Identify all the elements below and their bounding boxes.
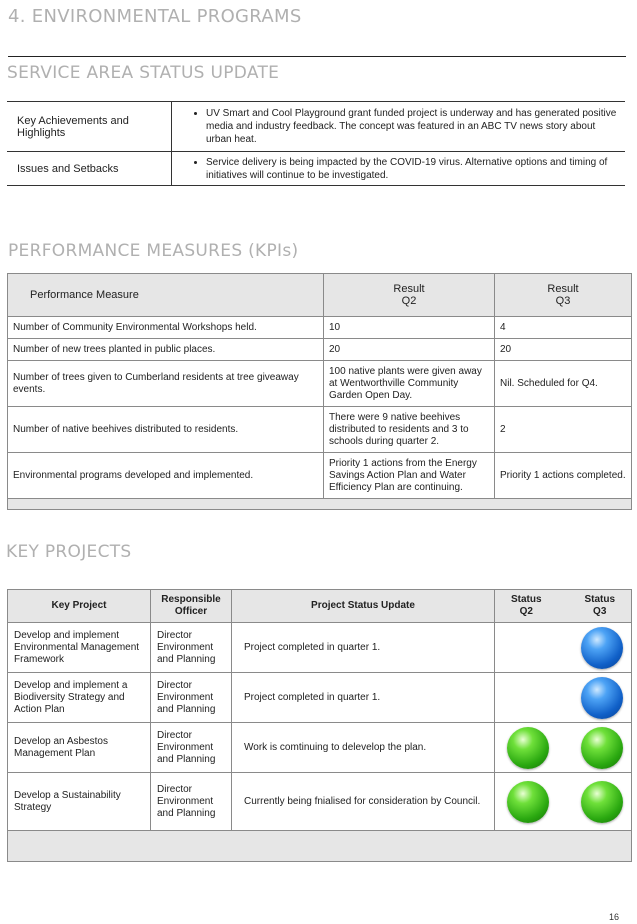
bullet-item: • Service delivery is being impacted by the COVID-19 virus. Alternative options and timing of initiatives will continue to be investigated. xyxy=(206,156,617,182)
cell-measure: Number of trees given to Cumberland residents at tree giveaway events. xyxy=(8,361,324,407)
cell-q2: 20 xyxy=(324,339,495,361)
cell-update: Project completed in quarter 1. xyxy=(232,673,495,723)
row-content xyxy=(172,102,626,152)
cell-q3: 4 xyxy=(495,317,632,339)
table-footer-row xyxy=(8,831,632,862)
table-row xyxy=(8,773,632,831)
cell-project: Develop and implement Environmental Management Framework xyxy=(8,623,151,673)
projects-title: KEY PROJECTS xyxy=(6,542,132,562)
service-area-title: SERVICE AREA STATUS UPDATE xyxy=(7,63,280,83)
cell-measure: Number of Community Environmental Workshops held. xyxy=(8,317,324,339)
table-header-row xyxy=(8,274,632,317)
status-q3-blue-icon xyxy=(581,677,623,719)
cell-status xyxy=(495,723,632,773)
header-q3: Result Q3 xyxy=(495,274,632,317)
table-row xyxy=(8,361,632,407)
heading-divider xyxy=(8,56,626,57)
row-content xyxy=(172,152,626,186)
table-header-row xyxy=(8,590,632,623)
cell-q3: 20 xyxy=(495,339,632,361)
cell-officer: Director Environment and Planning xyxy=(151,673,232,723)
cell-q2: Priority 1 actions from the Energy Savings Action Plan and Water Efficiency Plan are continuing. xyxy=(324,453,495,499)
cell-measure: Number of native beehives distributed to residents. xyxy=(8,407,324,453)
table-row xyxy=(8,623,632,673)
table-row xyxy=(8,453,632,499)
header-status-q3: Status Q3 xyxy=(584,594,615,617)
header-status-q2: Status Q2 xyxy=(511,594,542,617)
header-measure: Performance Measure xyxy=(8,274,324,317)
service-area-table xyxy=(7,101,625,186)
status-q2-green-icon xyxy=(507,781,549,823)
table-row xyxy=(8,407,632,453)
header-status xyxy=(495,590,632,623)
cell-project: Develop and implement a Biodiversity Strategy and Action Plan xyxy=(8,673,151,723)
cell-measure: Environmental programs developed and implemented. xyxy=(8,453,324,499)
status-q3-green-icon xyxy=(581,727,623,769)
projects-table xyxy=(7,589,632,862)
row-label: Issues and Setbacks xyxy=(7,152,172,186)
cell-q3: Priority 1 actions completed. xyxy=(495,453,632,499)
status-q2-green-icon xyxy=(507,727,549,769)
page-heading: 4. ENVIRONMENTAL PROGRAMS xyxy=(8,6,302,27)
cell-q2: There were 9 native beehives distributed to residents and 3 to schools during quarter 2. xyxy=(324,407,495,453)
kpi-title: PERFORMANCE MEASURES (KPIs) xyxy=(8,241,299,261)
cell-status xyxy=(495,773,632,831)
table-row xyxy=(8,339,632,361)
cell-update: Work is comtinuing to delevelop the plan. xyxy=(232,723,495,773)
footer-cell xyxy=(8,831,632,862)
table-row xyxy=(7,102,625,152)
page-number: 16 xyxy=(609,912,620,922)
table-row xyxy=(8,317,632,339)
kpi-table xyxy=(7,273,632,510)
cell-officer: Director Environment and Planning xyxy=(151,723,232,773)
footer-cell xyxy=(8,499,632,510)
cell-status xyxy=(495,623,632,673)
header-officer: Responsible Officer xyxy=(151,590,232,623)
cell-officer: Director Environment and Planning xyxy=(151,773,232,831)
status-q3-green-icon xyxy=(581,781,623,823)
table-row xyxy=(7,152,625,186)
cell-project: Develop a Sustainability Strategy xyxy=(8,773,151,831)
table-row xyxy=(8,673,632,723)
cell-measure: Number of new trees planted in public places. xyxy=(8,339,324,361)
cell-q3: Nil. Scheduled for Q4. xyxy=(495,361,632,407)
header-update: Project Status Update xyxy=(232,590,495,623)
cell-q2: 10 xyxy=(324,317,495,339)
status-q3-blue-icon xyxy=(581,627,623,669)
header-q2: Result Q2 xyxy=(324,274,495,317)
cell-status xyxy=(495,673,632,723)
cell-officer: Director Environment and Planning xyxy=(151,623,232,673)
row-label: Key Achievements and Highlights xyxy=(7,102,172,152)
cell-q3: 2 xyxy=(495,407,632,453)
cell-project: Develop an Asbestos Management Plan xyxy=(8,723,151,773)
table-row xyxy=(8,723,632,773)
cell-update: Project completed in quarter 1. xyxy=(232,623,495,673)
header-project: Key Project xyxy=(8,590,151,623)
table-footer-row xyxy=(8,499,632,510)
cell-q2: 100 native plants were given away at Wentworthville Community Garden Open Day. xyxy=(324,361,495,407)
cell-update: Currently being fnialised for consideration by Council. xyxy=(232,773,495,831)
bullet-item: • UV Smart and Cool Playground grant funded project is underway and has generated positive media and industry feedback. The concept was featured in an ABC TV news story about urban heat. xyxy=(206,107,617,146)
